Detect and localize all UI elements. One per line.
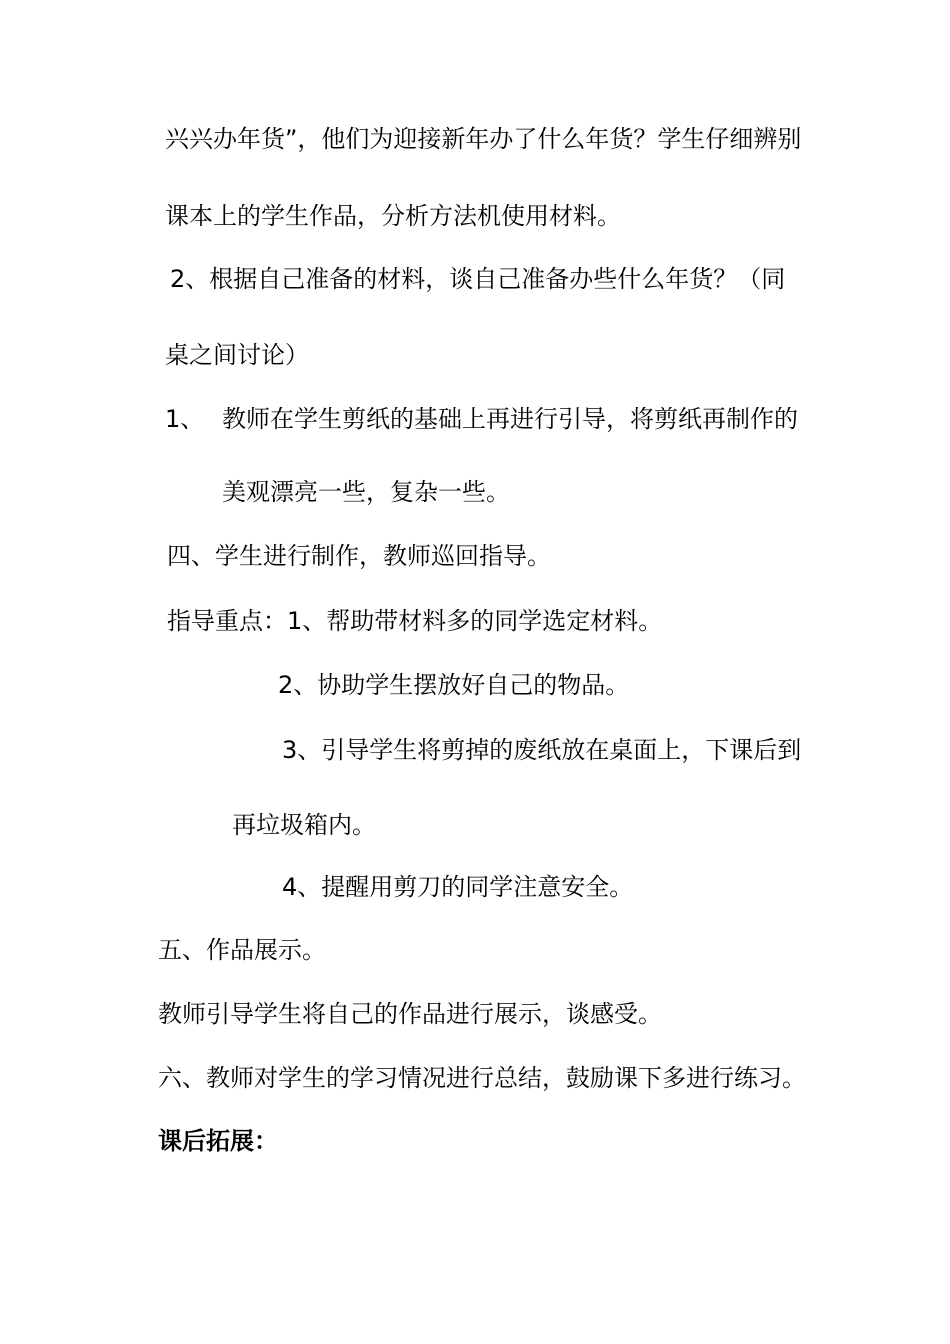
section-heading: 六、教师对学生的学习情况进行总结，鼓励课下多进行练习。 xyxy=(158,1064,806,1092)
paragraph-line: 教师在学生剪纸的基础上再进行引导，将剪纸再制作的 xyxy=(222,405,798,433)
paragraph-line: 2、协助学生摆放好自己的物品。 xyxy=(278,671,630,699)
paragraph-line: 4、提醒用剪刀的同学注意安全。 xyxy=(282,873,634,901)
paragraph-line: 指导重点：1、帮助带材料多的同学选定材料。 xyxy=(167,607,663,635)
paragraph-line: 桌之间讨论） xyxy=(165,341,309,369)
paragraph-line: 2、根据自己准备的材料，谈自己准备办些什么年货？（同 xyxy=(170,265,786,293)
paragraph-line: 美观漂亮一些，复杂一些。 xyxy=(222,478,510,506)
list-number: 1、 xyxy=(165,405,205,433)
paragraph-line: 兴兴办年货”，他们为迎接新年办了什么年货？学生仔细辨别 xyxy=(165,125,802,153)
paragraph-line: 3、引导学生将剪掉的废纸放在桌面上，下课后到 xyxy=(282,736,802,764)
paragraph-line: 再垃圾箱内。 xyxy=(232,811,376,839)
section-heading: 四、学生进行制作，教师巡回指导。 xyxy=(167,542,551,570)
section-heading: 五、作品展示。 xyxy=(158,936,326,964)
paragraph-line: 教师引导学生将自己的作品进行展示，谈感受。 xyxy=(158,1000,662,1028)
section-heading: 课后拓展： xyxy=(158,1127,278,1155)
paragraph-line: 课本上的学生作品，分析方法机使用材料。 xyxy=(165,202,621,230)
